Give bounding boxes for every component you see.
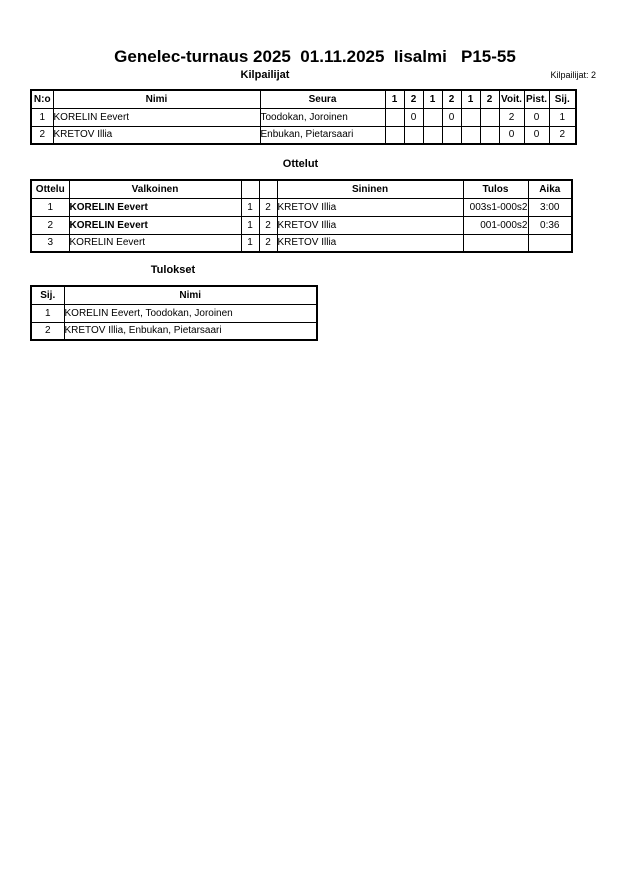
match-cell-white: KORELIN Eevert (69, 198, 241, 216)
pool-cell-no: 2 (31, 126, 53, 144)
pool-cell-score (404, 126, 423, 144)
pool-header-points: Pist. (524, 90, 549, 108)
pool-header-score-col-4: 2 (442, 90, 461, 108)
pool-row (31, 108, 576, 126)
pool-cell-club: Toodokan, Joroinen (260, 108, 385, 126)
match-row (31, 216, 572, 234)
pool-cell-name: KRETOV Illia (53, 126, 260, 144)
match-cell-blue-number: 2 (259, 198, 277, 216)
pool-header-score-col-1: 1 (385, 90, 404, 108)
match-cell-time: 0:36 (528, 216, 572, 234)
match-cell-result (463, 234, 528, 252)
pool-header-score-col-5: 1 (461, 90, 480, 108)
match-cell-white-number: 1 (241, 234, 259, 252)
pool-cell-score (461, 126, 480, 144)
match-cell-blue-number: 2 (259, 234, 277, 252)
match-cell-white: KORELIN Eevert (69, 234, 241, 252)
match-cell-blue: KRETOV Illia (277, 216, 463, 234)
pool-cell-score (385, 126, 404, 144)
match-cell-no: 3 (31, 234, 69, 252)
result-cell-name: KORELIN Eevert, Toodokan, Joroinen (64, 304, 317, 322)
pool-cell-score: 0 (442, 108, 461, 126)
pool-cell-no: 1 (31, 108, 53, 126)
match-cell-no: 1 (31, 198, 69, 216)
result-row (31, 304, 317, 322)
pool-cell-name: KORELIN Eevert (53, 108, 260, 126)
competitors-count: Kilpailijat: 2 (550, 70, 596, 80)
match-cell-time (528, 234, 572, 252)
matches-header-result: Tulos (463, 180, 528, 198)
pool-cell-score (480, 126, 499, 144)
match-cell-no: 2 (31, 216, 69, 234)
match-cell-white-number: 1 (241, 216, 259, 234)
match-cell-blue-number: 2 (259, 216, 277, 234)
pool-cell-club: Enbukan, Pietarsaari (260, 126, 385, 144)
pool-header-wins: Voit. (499, 90, 524, 108)
matches-header-white: Valkoinen (69, 180, 241, 198)
match-row (31, 198, 572, 216)
pool-table (30, 89, 577, 145)
pool-header-place: Sij. (549, 90, 576, 108)
pool-cell-wins: 0 (499, 126, 524, 144)
pool-header-no: N:o (31, 90, 53, 108)
results-table (30, 285, 318, 341)
pool-cell-score: 0 (404, 108, 423, 126)
result-row (31, 322, 317, 340)
match-cell-result: 001-000s2 (463, 216, 528, 234)
result-cell-place: 2 (31, 322, 64, 340)
matches-header-match: Ottelu (31, 180, 69, 198)
pool-header-score-col-2: 2 (404, 90, 423, 108)
page-title: Genelec-turnaus 2025 01.11.2025 Iisalmi P15-55 (114, 47, 516, 66)
result-cell-place: 1 (31, 304, 64, 322)
match-cell-result: 003s1-000s2 (463, 198, 528, 216)
match-cell-blue: KRETOV Illia (277, 234, 463, 252)
pool-cell-score (423, 126, 442, 144)
pool-cell-place: 1 (549, 108, 576, 126)
pool-cell-points: 0 (524, 126, 549, 144)
matches-heading: Ottelut (282, 158, 319, 170)
pool-cell-place: 2 (549, 126, 576, 144)
pool-header-club: Seura (260, 90, 385, 108)
pool-header-score-col-6: 2 (480, 90, 499, 108)
pool-cell-score (385, 108, 404, 126)
pool-cell-score (461, 108, 480, 126)
pool-header-name: Nimi (53, 90, 260, 108)
results-header-row (31, 286, 317, 304)
pool-cell-score (423, 108, 442, 126)
matches-header-blue: Sininen (277, 180, 463, 198)
match-row (31, 234, 572, 252)
pool-row (31, 126, 576, 144)
pool-cell-points: 0 (524, 108, 549, 126)
result-cell-name: KRETOV Illia, Enbukan, Pietarsaari (64, 322, 317, 340)
results-header-place: Sij. (31, 286, 64, 304)
pool-cell-score (442, 126, 461, 144)
pool-cell-wins: 2 (499, 108, 524, 126)
match-cell-time: 3:00 (528, 198, 572, 216)
matches-header-white-number (241, 180, 259, 198)
results-heading: Tulokset (150, 264, 196, 276)
match-cell-white: KORELIN Eevert (69, 216, 241, 234)
pool-cell-score (480, 108, 499, 126)
pool-header-row (31, 90, 576, 108)
match-cell-white-number: 1 (241, 198, 259, 216)
results-header-name: Nimi (64, 286, 317, 304)
matches-header-row (31, 180, 572, 198)
matches-header-blue-number (259, 180, 277, 198)
competitors-heading: Kilpailijat (240, 69, 290, 81)
pool-header-score-col-3: 1 (423, 90, 442, 108)
matches-header-time: Aika (528, 180, 572, 198)
matches-table (30, 179, 573, 253)
match-cell-blue: KRETOV Illia (277, 198, 463, 216)
